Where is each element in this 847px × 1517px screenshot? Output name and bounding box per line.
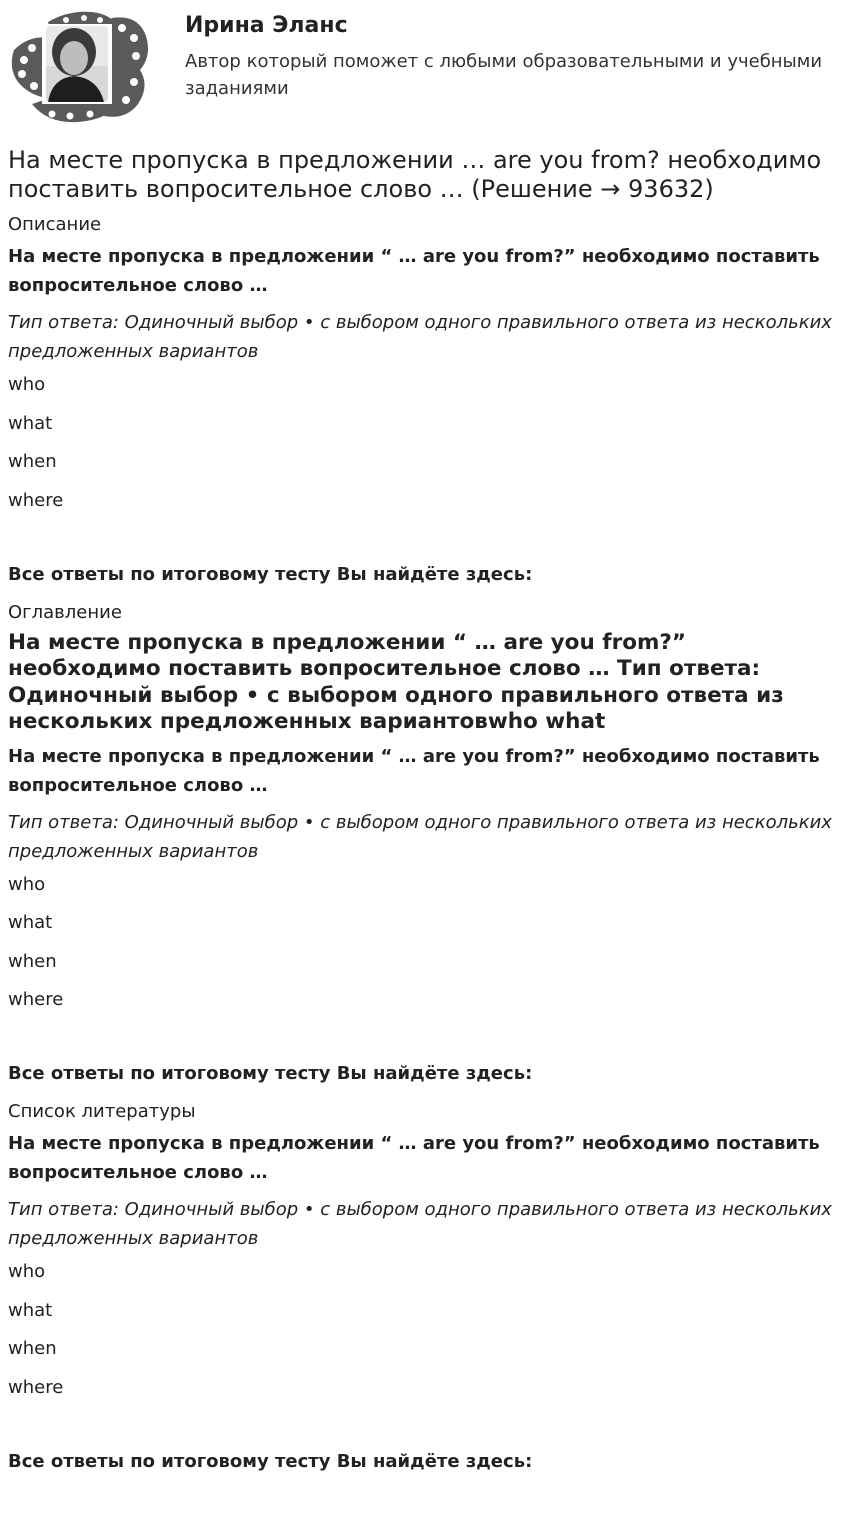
option-item: what [8,1299,53,1321]
answer-type-text: Тип ответа: Одиночный выбор • с выбором одного правильного ответа из нескольких предложенных вариантов [8,312,832,362]
all-answers-text: Все ответы по итоговому тесту Вы найдёте здесь: [8,563,533,585]
option-item: where [8,489,64,511]
section-description [8,214,839,586]
answer-type-text: Тип ответа: Одиночный выбор • с выбором одного правильного ответа из нескольких предложенных вариантов [8,811,832,862]
option-item: what [8,912,53,933]
author-block [8,8,839,126]
option-item: when [8,950,57,972]
section-references [8,1101,839,1473]
all-answers-text: Все ответы по итоговому тесту Вы найдёте здесь: [8,1063,533,1084]
question-text: На месте пропуска в предложении “ … are you from?” необходимо поставить вопросительное слово … [8,1133,820,1183]
toc-heading: На месте пропуска в предложении “ … are you from?” необходимо поставить вопросительное слово … Тип ответа: Одиночный выбор • с выбором одного правильного ответа из нескольких предложенных вариантовwho what [8,629,784,734]
page-title: На месте пропуска в предложении … are you from? необходимо поставить вопросительное слово … (Решение → 93632) [8,146,822,203]
avatar-film-frame-icon [8,8,150,126]
avatar[interactable] [8,8,150,126]
option-item: when [8,1338,57,1359]
all-answers-text: Все ответы по итоговому тесту Вы найдёте здесь: [8,1450,533,1472]
author-info [185,12,825,102]
question-text: На месте пропуска в предложении “ … are you from?” необходимо поставить вопросительное слово … [8,745,820,796]
section-label: Описание [8,214,102,235]
option-item: when [8,451,57,472]
answer-type-text: Тип ответа: Одиночный выбор • с выбором одного правильного ответа из нескольких предложенных вариантов [8,1199,832,1249]
author-description: Автор который поможет с любыми образовательными и учебными заданиями [185,51,823,99]
option-item: where [8,1376,64,1398]
question-text: На месте пропуска в предложении “ … are you from?” необходимо поставить вопросительное слово … [8,246,820,296]
option-item: who [8,374,46,395]
main-content [8,146,839,1489]
section-toc [8,602,839,1086]
section-label: Список литературы [8,1101,196,1122]
option-item: what [8,412,53,434]
option-item: who [8,1261,46,1282]
section-label: Оглавление [8,601,122,623]
option-item: where [8,989,64,1010]
author-name[interactable]: Ирина Эланс [185,13,348,38]
option-item: who [8,873,46,895]
